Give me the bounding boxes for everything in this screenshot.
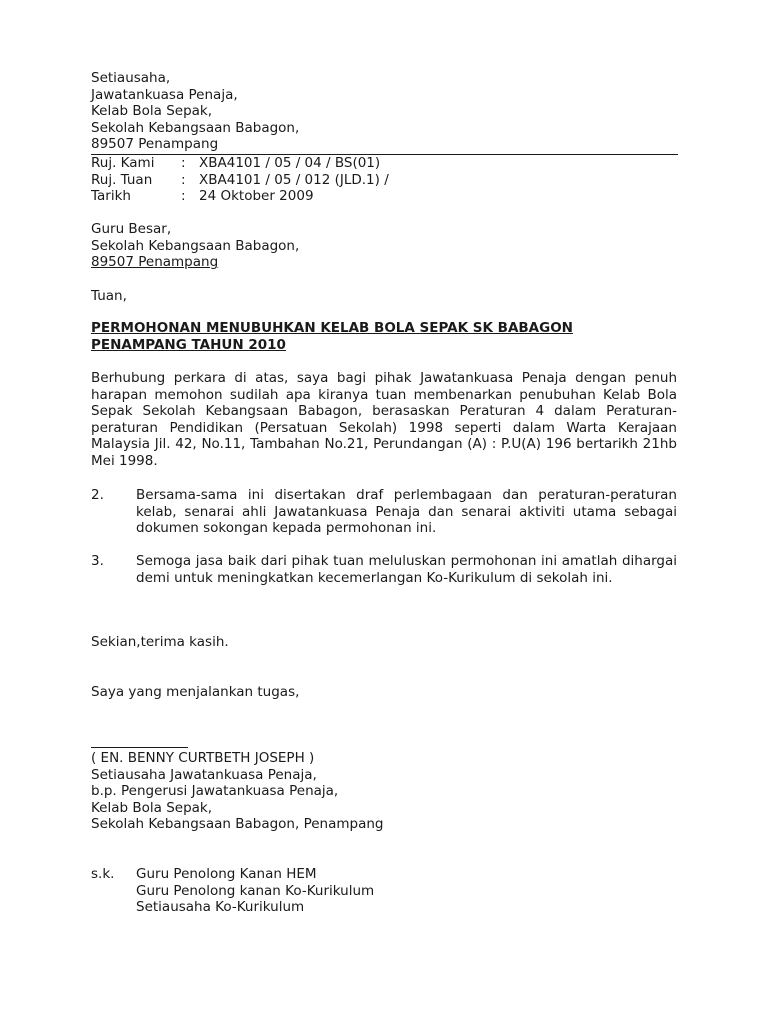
sender-line: Sekolah Kebangsaan Babagon, bbox=[91, 119, 300, 136]
copy-to-block bbox=[91, 866, 677, 916]
subject-line: PENAMPANG TAHUN 2010 bbox=[91, 336, 286, 353]
reference-colon: : bbox=[181, 155, 186, 171]
closing-text: Sekian,terima kasih. bbox=[91, 634, 229, 650]
reference-row bbox=[91, 172, 677, 189]
recipient-line: Sekolah Kebangsaan Babagon, bbox=[91, 237, 300, 254]
paragraph-2 bbox=[91, 487, 677, 537]
reference-row bbox=[91, 188, 677, 205]
paragraph-number: 3. bbox=[91, 553, 104, 569]
reference-label: Ruj. Kami bbox=[91, 155, 155, 171]
signature-title: Setiausaha Jawatankuasa Penaja, bbox=[91, 766, 317, 783]
signature-title: b.p. Pengerusi Jawatankuasa Penaja, bbox=[91, 783, 339, 800]
reference-colon: : bbox=[181, 188, 186, 205]
sender-line: Jawatankuasa Penaja, bbox=[91, 86, 238, 103]
signoff-text: Saya yang menjalankan tugas, bbox=[91, 684, 300, 700]
reference-label: Tarikh bbox=[91, 188, 131, 205]
sender-line: 89507 Penampang bbox=[91, 136, 219, 153]
sender-address bbox=[91, 70, 677, 153]
reference-value: XBA4101 / 05 / 04 / BS(01) bbox=[199, 155, 381, 171]
signature-name: ( EN. BENNY CURTBETH JOSEPH ) bbox=[91, 750, 315, 766]
sender-line: Setiausaha, bbox=[91, 70, 171, 86]
reference-row bbox=[91, 155, 677, 172]
paragraph-text: Bersama-sama ini disertakan draf perlembagaan dan peraturan-peraturan kelab, senarai ahli Jawatankuasa Penaja dan senarai aktiviti utama sebagai dokumen sokongan kepada permohonan ini. bbox=[136, 487, 677, 537]
signature-title: Sekolah Kebangsaan Babagon, Penampang bbox=[91, 816, 384, 833]
salutation: Tuan, bbox=[91, 288, 127, 304]
signature-title: Kelab Bola Sepak, bbox=[91, 799, 213, 816]
paragraph-3 bbox=[91, 553, 677, 586]
subject-heading bbox=[91, 320, 677, 353]
signature-block bbox=[91, 750, 677, 833]
copy-to-item: Setiausaha Ko-Kurikulum bbox=[136, 899, 305, 916]
reference-colon: : bbox=[181, 171, 186, 188]
reference-label: Ruj. Tuan bbox=[91, 171, 153, 188]
paragraph-text: Semoga jasa baik dari pihak tuan meluluskan permohonan ini amatlah dihargai demi untuk meningkatkan kecemerlangan Ko-Kurikulum di sekolah ini. bbox=[136, 553, 677, 586]
recipient-address bbox=[91, 221, 677, 271]
copy-to-list bbox=[136, 866, 374, 916]
subject-line: PERMOHONAN MENUBUHKAN KELAB BOLA SEPAK SK BABAGON bbox=[91, 320, 573, 336]
copy-to-item: Guru Penolong kanan Ko-Kurikulum bbox=[136, 882, 375, 899]
sender-line: Kelab Bola Sepak, bbox=[91, 103, 213, 120]
paragraph-1: Berhubung perkara di atas, saya bagi pihak Jawatankuasa Penaja dengan penuh harapan memohon sudilah apa kiranya tuan membenarkan penubuhan Kelab Bola Sepak Sekolah Kebangsaan Babagon, berasaskan Peraturan 4 dalam Peraturan-peraturan Pendidikan (Persatuan Sekolah) 1998 seperti dalam Warta Kerajaan Malaysia Jil. 42, No.11, Tambahan No.21, Perundangan (A) : P.U(A) 196 bertarikh 21hb Mei 1998. bbox=[91, 370, 677, 469]
signature-line bbox=[91, 747, 188, 748]
reference-value: 24 Oktober 2009 bbox=[199, 188, 314, 205]
copy-to-label: s.k. bbox=[91, 866, 115, 882]
reference-block bbox=[91, 155, 677, 205]
copy-to-item: Guru Penolong Kanan HEM bbox=[136, 866, 317, 882]
reference-value: XBA4101 / 05 / 012 (JLD.1) / bbox=[199, 171, 389, 188]
recipient-line: Guru Besar, bbox=[91, 221, 172, 237]
paragraph-number: 2. bbox=[91, 487, 104, 503]
recipient-line: 89507 Penampang bbox=[91, 254, 219, 271]
